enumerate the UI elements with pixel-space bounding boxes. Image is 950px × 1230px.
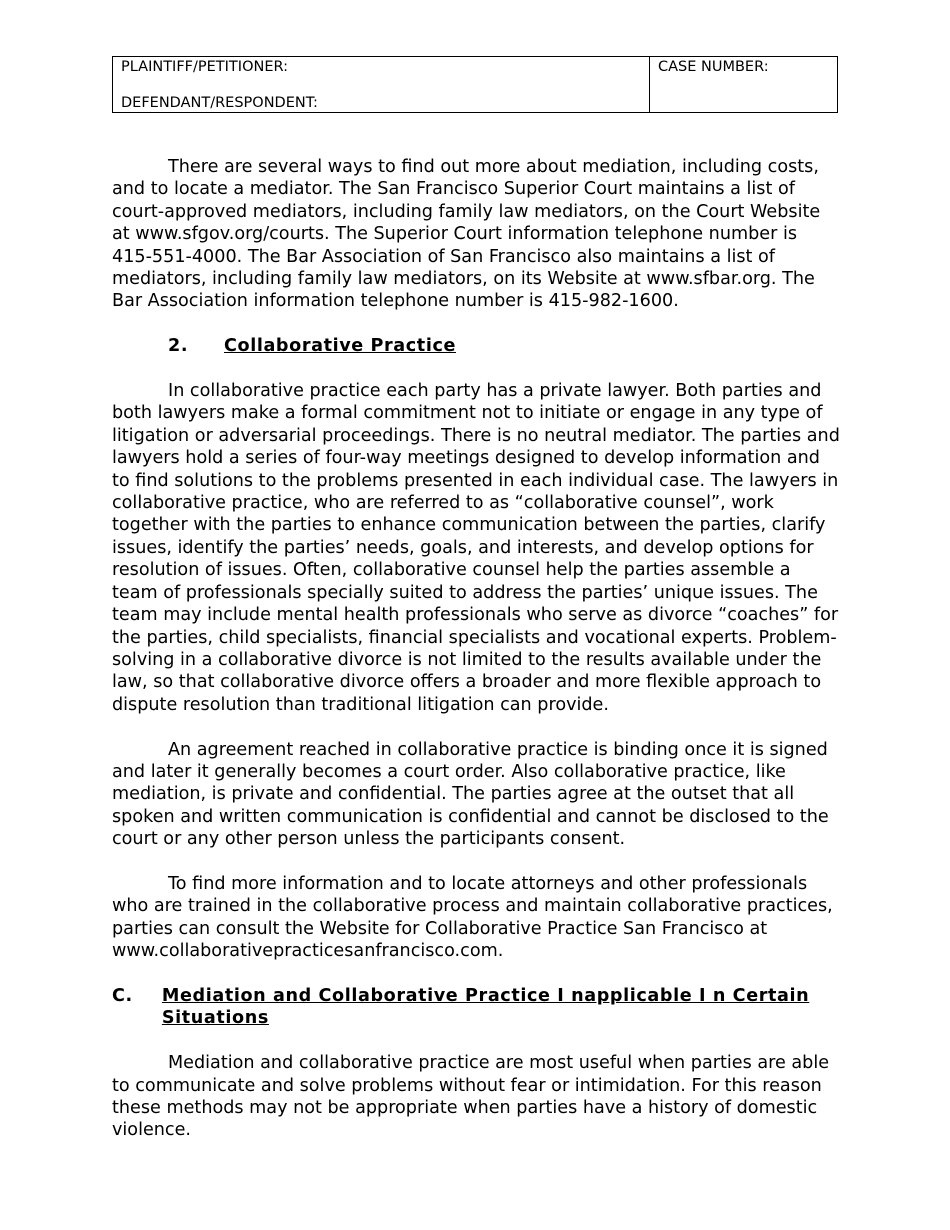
paragraph-collaborative-agreement: An agreement reached in collaborative practice is binding once it is signed and later it generally becomes a court order. Also collaborative practice, like mediation, is private and confidential. The parties agree at the outset that all spoken and written communication is confidential and cannot be disclosed to the court or any other person unless the participants consent.: [112, 739, 829, 850]
case-number-label: CASE NUMBER:: [658, 59, 769, 75]
paragraph-collaborative-resources: To find more information and to locate attorneys and other professionals who are trained in the collaborative process and maintain collaborative practices, parties can consult the Website for Collaborative Practice San Francisco at www.collaborativepracticesanfrancisco.com.: [112, 873, 833, 962]
section-title: Mediation and Collaborative Practice I napplicable I n Certain Situations: [161, 985, 810, 1029]
document-body: [112, 156, 840, 1164]
case-number-cell: [650, 57, 837, 112]
parties-cell: [113, 57, 650, 112]
defendant-label: DEFENDANT/RESPONDENT:: [121, 95, 318, 111]
paragraph-collaborative-overview: In collaborative practice each party has a private lawyer. Both parties and both lawyers make a formal commitment not to initiate or engage in any type of litigation or adversarial proceedings. There is no neutral mediator. The parties and lawyers hold a series of four-way meetings designed to develop information and to find solutions to the problems presented in each individual case. The lawyers in collaborative practice, who are referred to as “collaborative counsel”, work together with the parties to enhance communication between the parties, clarify issues, identify the parties’ needs, goals, and interests, and develop options for resolution of issues. Often, collaborative counsel help the parties assemble a team of professionals specially suited to address the parties’ unique issues. The team may include mental health professionals who serve as divorce “coaches” for the parties, child specialists, financial specialists and vocational experts. Problem-solving in a collaborative divorce is not limited to the results available under the law, so that collaborative divorce offers a broader and more flexible approach to dispute resolution than traditional litigation can provide.: [112, 381, 840, 715]
section-heading-collaborative-practice: [112, 335, 840, 357]
section-title: Collaborative Practice: [224, 336, 457, 357]
plaintiff-label: PLAINTIFF/PETITIONER:: [121, 59, 289, 75]
section-number: 2.: [168, 336, 189, 357]
section-heading-inapplicable: [112, 985, 840, 1030]
paragraph-inapplicable: Mediation and collaborative practice are most useful when parties are able to communicate and solve problems without fear or intimidation. For this reason these methods may not be appropriate when parties have a history of domestic violence.: [112, 1053, 830, 1141]
paragraph-mediation-info: There are several ways to find out more about mediation, including costs, and to locate a mediator. The San Francisco Superior Court maintains a list of court-approved mediators, including family law mediators, on the Court Website at www.sfgov.org/courts. The Superior Court information telephone number is 415-551-4000. The Bar Association of San Francisco also maintains a list of mediators, including family law mediators, on its Website at www.sfbar.org. The Bar Association information telephone number is 415-982-1600.: [112, 157, 821, 312]
case-caption-table: [112, 56, 838, 113]
section-letter: C.: [112, 985, 133, 1006]
